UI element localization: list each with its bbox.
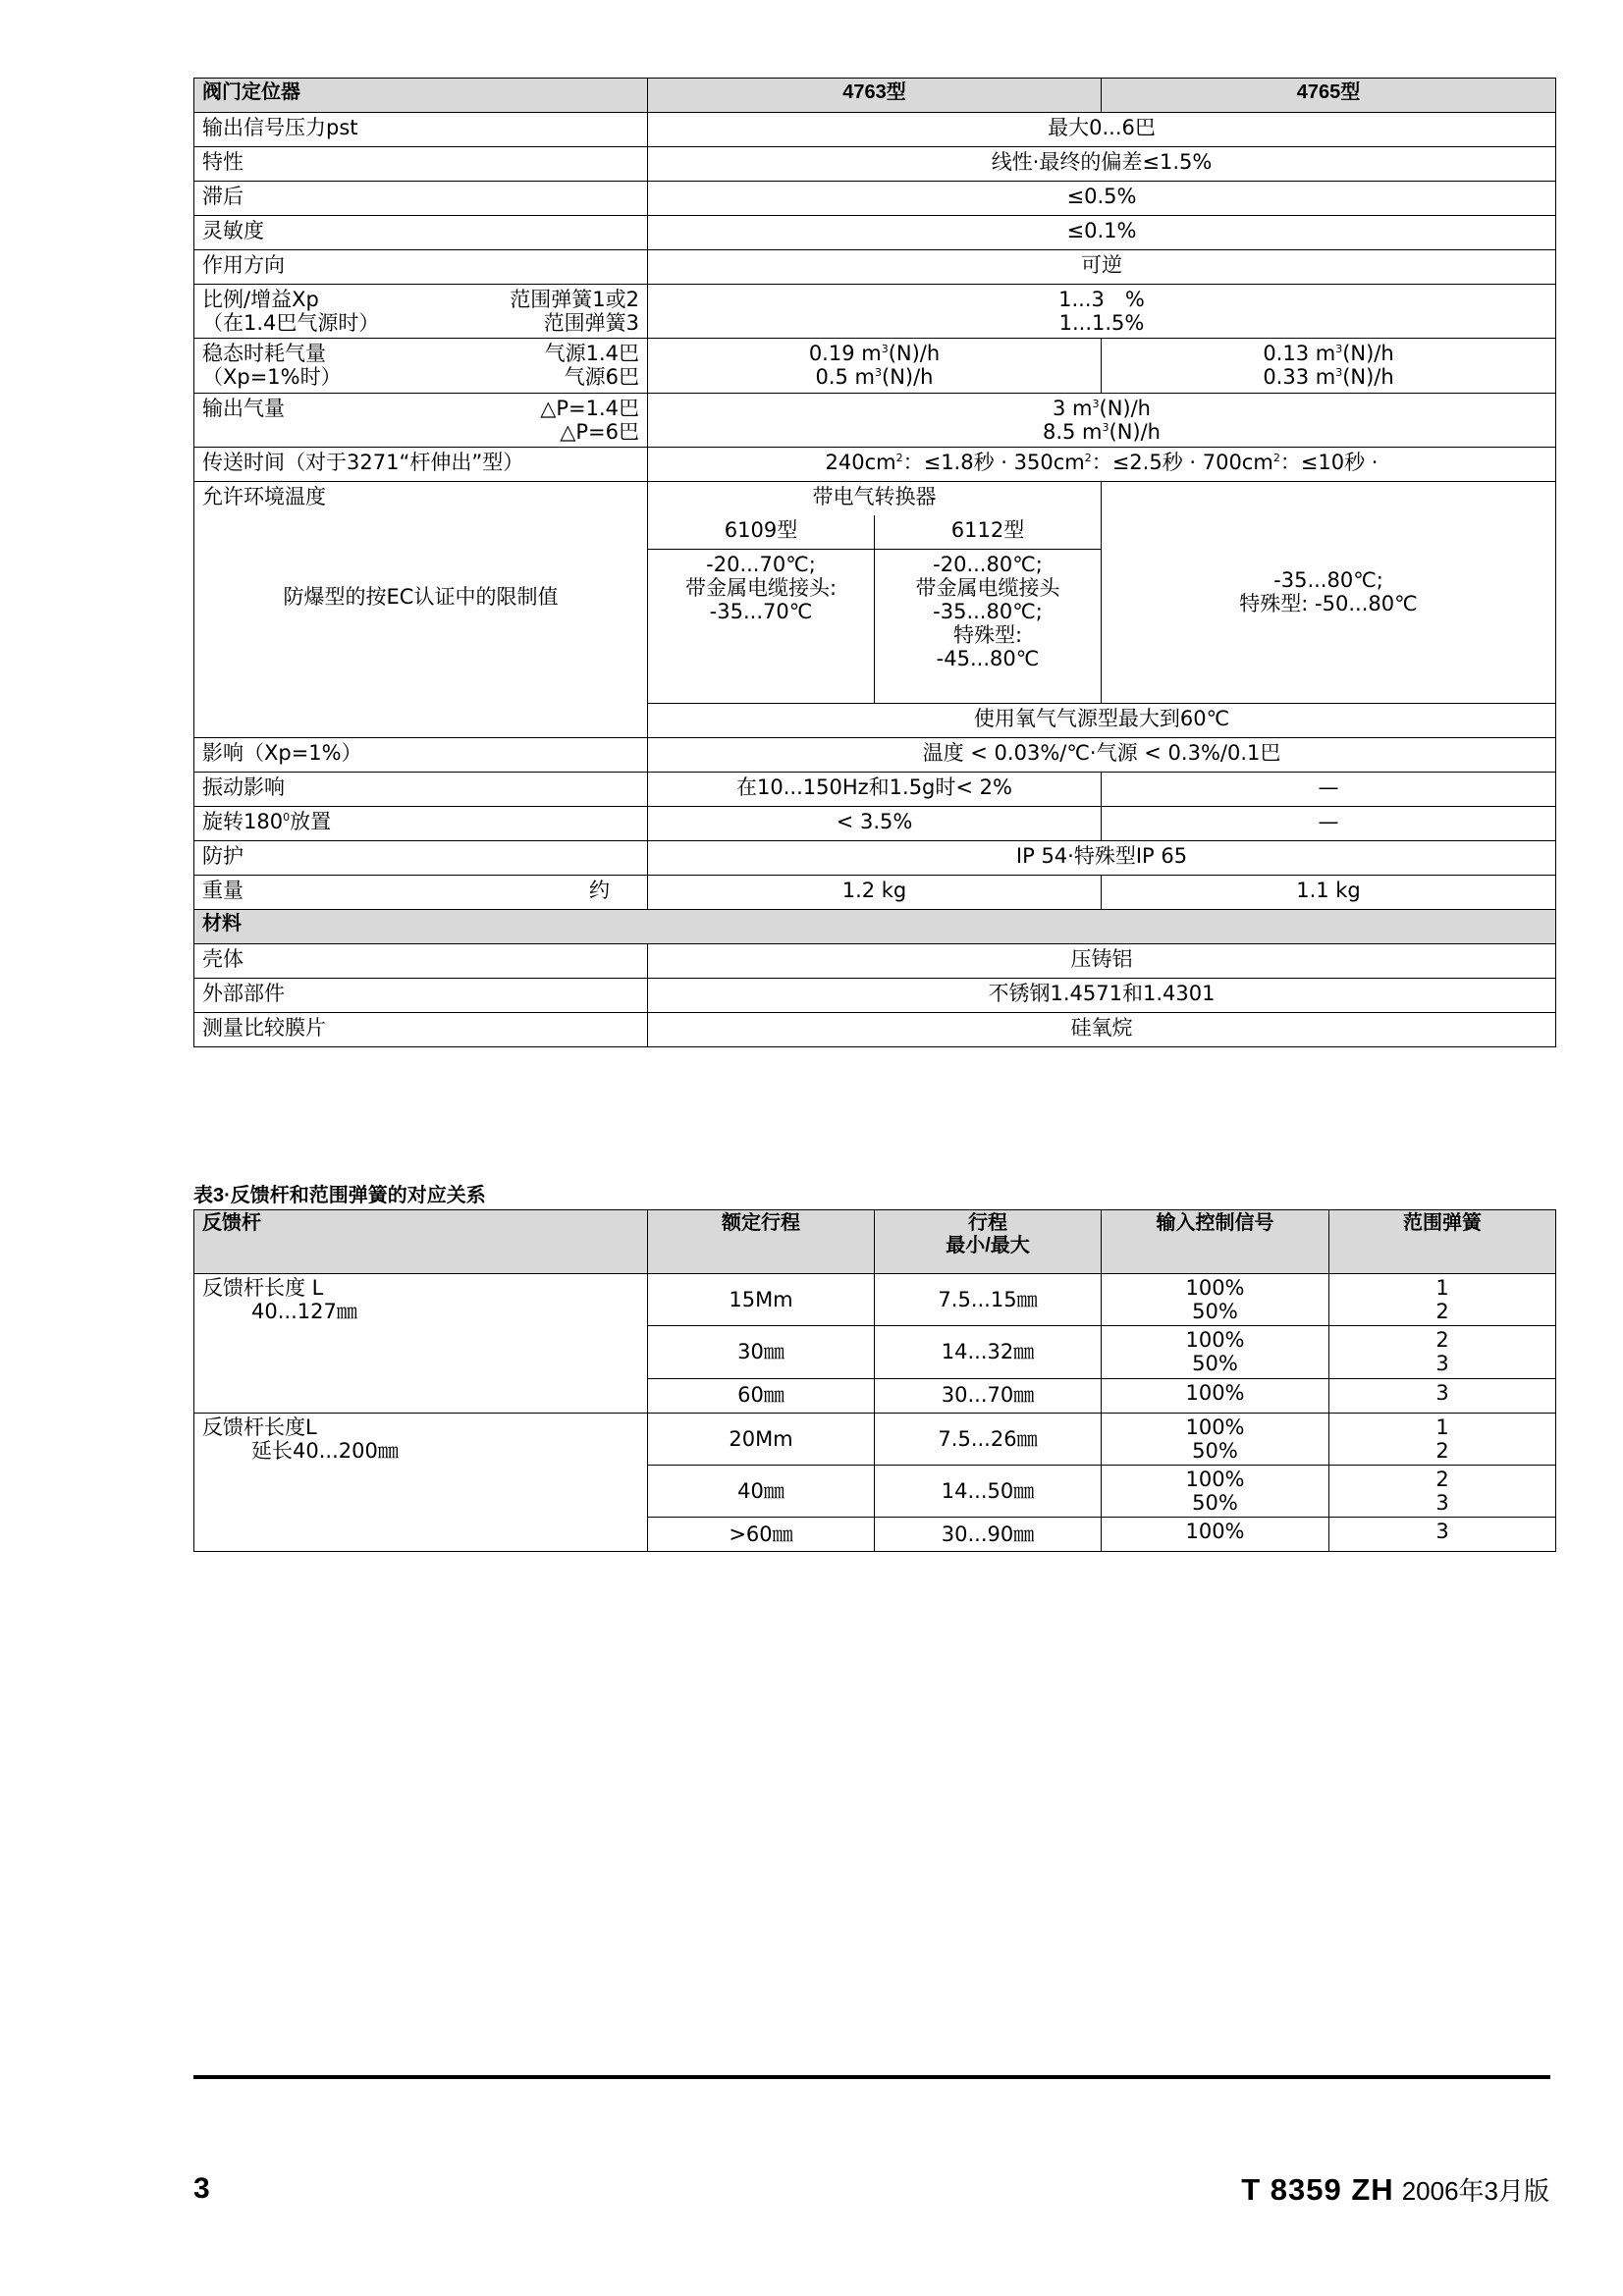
rated-travel: 40㎜ [648, 1465, 875, 1517]
consumption-b2: 0.33 m [1263, 365, 1336, 390]
gain-sub-1: 范围弹簧1或2 [510, 288, 639, 311]
ambient-type-6112: 6112型 [875, 515, 1102, 550]
air-output-sub-1: △P=1.4巴 [540, 396, 639, 420]
spec-value: 线性·最终的偏差≤1.5% [648, 147, 1556, 182]
ambient-6112-line: 特殊型: [952, 623, 1023, 648]
weight-label: 重量 [202, 878, 243, 902]
ambient-6109-line: -35...70℃ [709, 600, 813, 624]
spec-header-label: 阀门定位器 [194, 79, 648, 113]
ambient-6109-line: 带金属电缆接头: [684, 575, 838, 600]
range-spring [1329, 1413, 1556, 1465]
input-signal [1102, 1274, 1329, 1326]
spec-row-direction [194, 250, 1556, 285]
feedback-header-row [194, 1210, 1556, 1274]
spec-row-external [194, 978, 1556, 1012]
lever-length: 40...127㎜ [251, 1300, 357, 1324]
feedback-row [194, 1274, 1556, 1326]
materials-header-row [194, 909, 1556, 943]
ambient-label: 允许环境温度 [202, 484, 326, 508]
superscript: 2 [895, 451, 903, 464]
spec-label: 测量比较膜片 [194, 1012, 648, 1046]
consumption-sub-1: 气源1.4巴 [544, 342, 639, 366]
ambient-6112-line: -20...80℃; [933, 552, 1043, 576]
rated-travel: 20Mm [648, 1413, 875, 1465]
travel-range: 7.5...26㎜ [875, 1413, 1102, 1465]
ambient-6112-line: -45...80℃ [936, 647, 1040, 671]
ambient-4765-line: -35...80℃; [1273, 568, 1383, 593]
spec-value: ≤0.1% [648, 216, 1556, 250]
superscript: 3 [1335, 366, 1343, 380]
spec-row-vibration [194, 772, 1556, 806]
spec-row-hysteresis [194, 182, 1556, 216]
unit: (N)/h [1109, 419, 1161, 444]
spec-value: 可逆 [648, 250, 1556, 285]
input-signal [1102, 1413, 1329, 1465]
spec-label: 壳体 [194, 943, 648, 978]
transit-part-1: 240cm [825, 450, 896, 474]
transit-part-4: ：≤10秒 · [1279, 450, 1379, 474]
ambient-6112-line: 带金属电缆接头 [915, 575, 1060, 600]
signal-value: 50% [1192, 1490, 1238, 1515]
air-output-1: 3 m [1053, 396, 1093, 420]
consumption-label-2: （Xp=1%时） [202, 365, 342, 390]
air-output-sub-2: △P=6巴 [560, 419, 639, 444]
ambient-6109 [648, 549, 875, 703]
spec-row-sensitivity [194, 216, 1556, 250]
header-range [875, 1210, 1102, 1274]
gain-label-2: （在1.4巴气源时） [202, 311, 380, 336]
spec-row-gain [194, 285, 1556, 339]
spec-label [194, 339, 648, 393]
lever-length: 延长40...200㎜ [251, 1438, 399, 1463]
consumption-label-1: 稳态时耗气量 [202, 342, 326, 366]
ambient-4765-line: 特殊型: -50...80℃ [1239, 592, 1418, 616]
unit: (N)/h [882, 365, 934, 390]
materials-header: 材料 [194, 909, 1556, 943]
spec-label: 滞后 [194, 182, 648, 216]
gain-value-2: 1...1.5% [1058, 311, 1145, 336]
lever-label: 反馈杆长度L [202, 1415, 317, 1439]
edition-date: 2006年3月版 [1401, 2176, 1549, 2206]
spec-row-characteristic [194, 147, 1556, 182]
spec-row-output-pressure [194, 113, 1556, 147]
rated-travel: 15Mm [648, 1274, 875, 1326]
rated-travel: >60㎜ [648, 1518, 875, 1552]
spec-value: 在10...150Hz和1.5g时< 2% [648, 772, 1102, 806]
input-signal [1102, 1465, 1329, 1517]
header-spring: 范围弹簧 [1329, 1210, 1556, 1274]
spec-header-4763: 4763型 [648, 79, 1102, 113]
travel-range: 14...32㎜ [875, 1326, 1102, 1378]
superscript: 3 [881, 343, 889, 356]
doc-code-text: T 8359 ZH [1241, 2172, 1394, 2207]
consumption-a1: 0.19 m [808, 342, 882, 366]
spec-label [194, 393, 648, 447]
lever-cell [194, 1274, 648, 1414]
spring-value: 3 [1435, 1380, 1449, 1405]
spec-value [648, 447, 1556, 481]
header-travel: 额定行程 [648, 1210, 875, 1274]
spec-value [648, 285, 1556, 339]
ambient-label-cell [194, 481, 648, 737]
spring-value: 3 [1435, 1352, 1449, 1376]
spec-header-row [194, 79, 1556, 113]
unit: (N)/h [1099, 396, 1151, 420]
spec-label [194, 285, 648, 339]
range-spring [1329, 1518, 1556, 1552]
superscript: 3 [1102, 420, 1109, 434]
superscript: 0 [283, 810, 291, 824]
travel-range: 7.5...15㎜ [875, 1274, 1102, 1326]
superscript: 3 [1335, 343, 1343, 356]
spring-value: 3 [1435, 1520, 1449, 1544]
air-output-2: 8.5 m [1042, 419, 1103, 444]
input-signal [1102, 1378, 1329, 1413]
superscript: 3 [875, 366, 883, 380]
superscript: 2 [1084, 451, 1092, 464]
signal-value: 100% [1185, 1415, 1245, 1439]
spec-row-diaphragm [194, 1012, 1556, 1046]
spec-label [194, 806, 648, 840]
superscript: 2 [1272, 451, 1280, 464]
feedback-row [194, 1413, 1556, 1465]
header-lever: 反馈杆 [194, 1210, 648, 1274]
consumption-b1: 0.13 m [1263, 342, 1336, 366]
spring-value: 2 [1435, 1300, 1449, 1324]
spec-label: 影响（Xp=1%） [194, 737, 648, 772]
spec-row-ambient [194, 481, 1556, 515]
consumption-a2: 0.5 m [815, 365, 876, 390]
feedback-lever-table [193, 1209, 1556, 1552]
spec-row-rotation [194, 806, 1556, 840]
spec-header-4765: 4765型 [1102, 79, 1556, 113]
spring-value: 1 [1435, 1276, 1449, 1300]
ambient-ex-note: 防爆型的按EC认证中的限制值 [283, 584, 559, 609]
spec-value: 1.2 kg [648, 875, 1102, 909]
spec-row-transit [194, 447, 1556, 481]
spec-label: 作用方向 [194, 250, 648, 285]
gain-value-1: 1...3 % [1058, 288, 1145, 311]
ambient-6112 [875, 549, 1102, 703]
header-signal: 输入控制信号 [1102, 1210, 1329, 1274]
signal-value: 100% [1185, 1328, 1245, 1353]
spec-row-weight [194, 875, 1556, 909]
spec-label: 防护 [194, 840, 648, 875]
spec-label: 传送时间（对于3271“杆伸出”型） [194, 447, 648, 481]
input-signal [1102, 1518, 1329, 1552]
signal-value: 100% [1185, 1520, 1245, 1544]
spring-value: 3 [1435, 1490, 1449, 1515]
range-spring [1329, 1326, 1556, 1378]
consumption-4765 [1102, 339, 1556, 393]
ambient-converter: 带电气转换器 [648, 481, 1102, 515]
rotation-label: 旋转180 [202, 809, 284, 833]
ambient-4765 [1102, 481, 1556, 703]
spec-value: — [1102, 772, 1556, 806]
spec-label [194, 875, 648, 909]
spec-value: IP 54·特殊型IP 65 [648, 840, 1556, 875]
signal-value: 50% [1192, 1352, 1238, 1376]
page-number: 3 [193, 2172, 210, 2205]
gain-label-1: 比例/增益Xp [202, 288, 319, 311]
spec-label: 振动影响 [194, 772, 648, 806]
spring-value: 1 [1435, 1415, 1449, 1439]
spec-value: ≤0.5% [648, 182, 1556, 216]
consumption-sub-2: 气源6巴 [564, 365, 639, 390]
gain-sub-2: 范围弹簧3 [543, 311, 639, 336]
spec-value: — [1102, 806, 1556, 840]
signal-value: 100% [1185, 1467, 1245, 1491]
ambient-type-6109: 6109型 [648, 515, 875, 550]
transit-part-3: ：≤2.5秒 · 700cm [1091, 450, 1273, 474]
header-range-line: 行程 [968, 1212, 1007, 1234]
document-code [1241, 2171, 1549, 2208]
signal-value: 100% [1185, 1276, 1245, 1300]
signal-value: 50% [1192, 1300, 1238, 1324]
rated-travel: 30㎜ [648, 1326, 875, 1378]
unit: (N)/h [1342, 365, 1394, 390]
spec-value: 压铸铝 [648, 943, 1556, 978]
air-output-label: 输出气量 [202, 396, 285, 420]
spec-value: < 3.5% [648, 806, 1102, 840]
unit: (N)/h [1342, 342, 1394, 366]
consumption-4763 [648, 339, 1102, 393]
spec-label: 外部部件 [194, 978, 648, 1012]
travel-range: 30...90㎜ [875, 1518, 1102, 1552]
spec-label: 输出信号压力pst [194, 113, 648, 147]
signal-value: 100% [1185, 1380, 1245, 1405]
spec-value: 不锈钢1.4571和1.4301 [648, 978, 1556, 1012]
spring-value: 2 [1435, 1438, 1449, 1463]
spec-value: 温度 < 0.03%/℃·气源 < 0.3%/0.1巴 [648, 737, 1556, 772]
travel-range: 14...50㎜ [875, 1465, 1102, 1517]
lever-cell [194, 1413, 648, 1552]
signal-value: 50% [1192, 1438, 1238, 1463]
rotation-label-end: 放置 [290, 809, 332, 833]
spring-value: 2 [1435, 1328, 1449, 1353]
range-spring [1329, 1274, 1556, 1326]
unit: (N)/h [888, 342, 941, 366]
spring-value: 2 [1435, 1467, 1449, 1491]
travel-range: 30...70㎜ [875, 1378, 1102, 1413]
spec-label: 灵敏度 [194, 216, 648, 250]
header-range-line: 最小/最大 [946, 1235, 1030, 1256]
superscript: 3 [1092, 397, 1100, 410]
spec-value [648, 393, 1556, 447]
lever-label: 反馈杆长度 L [202, 1276, 324, 1300]
spec-row-housing [194, 943, 1556, 978]
footer-rule [193, 2075, 1550, 2079]
spec-row-air-output [194, 393, 1556, 447]
range-spring [1329, 1465, 1556, 1517]
weight-approx: 约 [589, 878, 610, 902]
ambient-6112-line: -35...80℃; [933, 600, 1043, 624]
range-spring [1329, 1378, 1556, 1413]
spec-row-protection [194, 840, 1556, 875]
transit-part-2: ：≤1.8秒 · 350cm [902, 450, 1085, 474]
spec-value: 最大0...6巴 [648, 113, 1556, 147]
spec-value: 硅氧烷 [648, 1012, 1556, 1046]
specifications-table [193, 78, 1556, 1047]
ambient-6109-line: -20...70℃; [706, 552, 816, 576]
table3-caption: 表3·反馈杆和范围弹簧的对应关系 [193, 1185, 486, 1206]
spec-value: 1.1 kg [1102, 875, 1556, 909]
rated-travel: 60㎜ [648, 1378, 875, 1413]
spec-row-consumption [194, 339, 1556, 393]
spec-label: 特性 [194, 147, 648, 182]
ambient-oxygen: 使用氧气气源型最大到60℃ [648, 703, 1556, 737]
spec-row-influence [194, 737, 1556, 772]
input-signal [1102, 1326, 1329, 1378]
